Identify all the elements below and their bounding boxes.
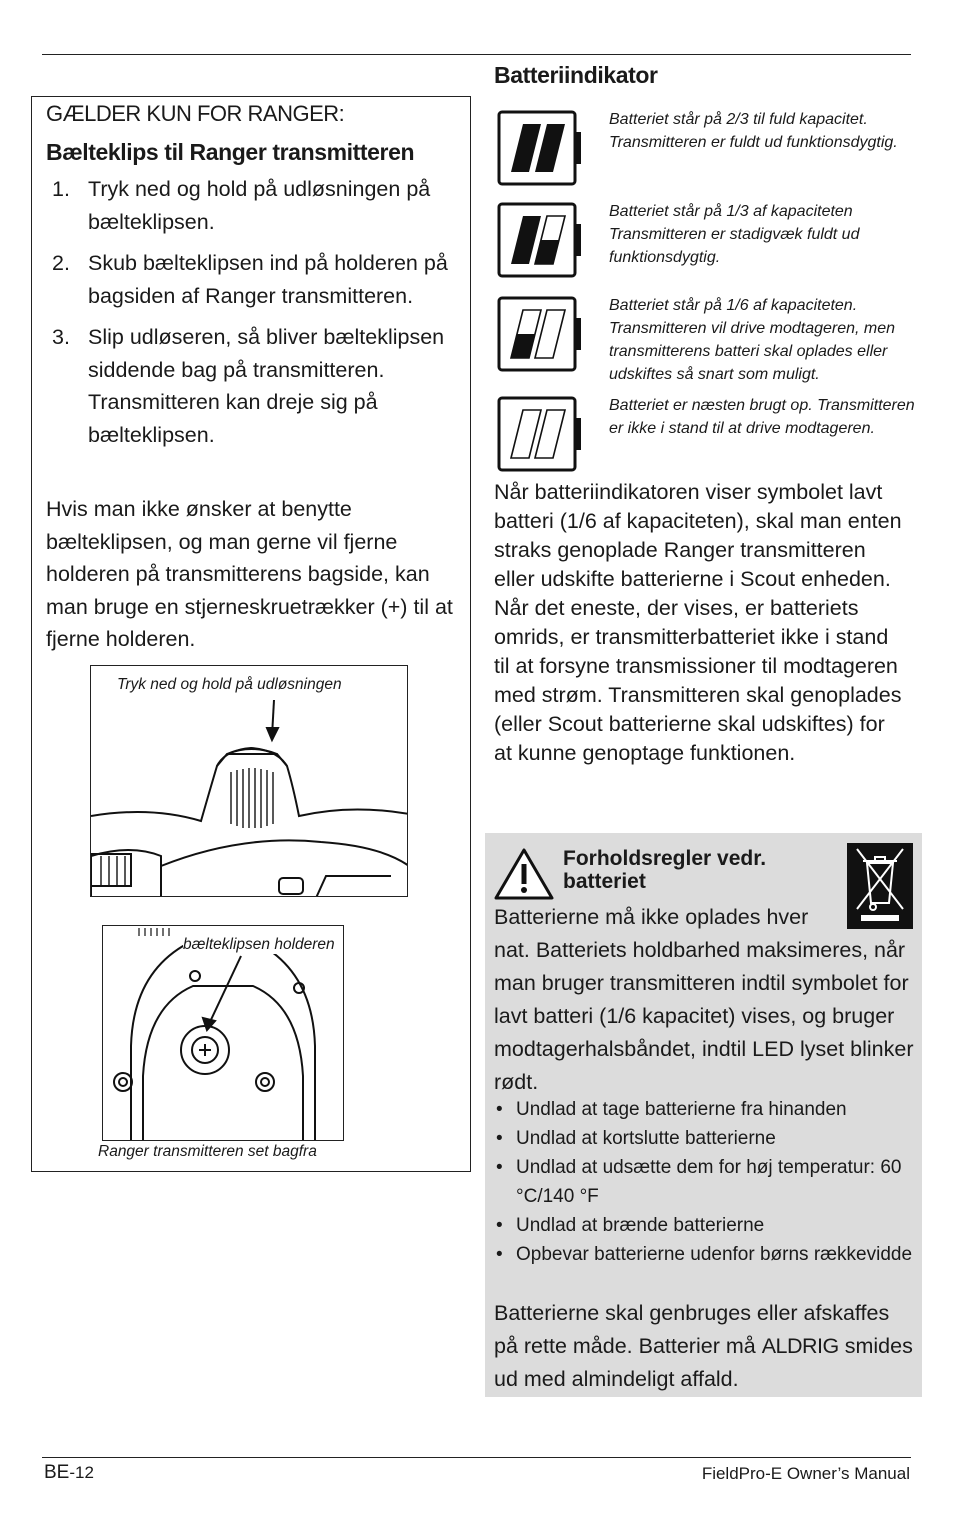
removal-paragraph: Hvis man ikke ønsker at benytte bælteklipsen, og man gerne vil fjerne holderen på transmitterens bagside, kan man bruge en stjerneskruetrækker (+) til at fjerne holderen. <box>46 497 453 651</box>
figure2-caption: Ranger transmitteren set bagfra <box>98 1143 317 1160</box>
list-item: • Undlad at brænde batterierne <box>496 1215 765 1236</box>
top-rule <box>42 54 911 55</box>
battery-two-thirds-text: Batteriet står på 1/3 af kapaciteten Transmitteren er stadigvæk fuldt ud funktionsdygtig. <box>609 203 860 266</box>
battery-one-third-text: Batteriet står på 1/6 af kapaciteten. Transmitteren vil drive modtageren, men transmitterens batteri skal oplades eller udskiftes så snart som muligt. <box>609 297 896 383</box>
caution-bullets <box>494 1095 914 1269</box>
manual-title: FieldPro-E Owner’s Manual <box>701 1464 910 1483</box>
battery-caution-box <box>485 833 922 1397</box>
transmitter-top-drawing <box>91 666 408 897</box>
battery-full-icon <box>497 110 583 186</box>
battery-paragraph: Når batteriindikatoren viser symbolet lavt batteri (1/6 af kapaciteten), skal man enten straks genoplade Ranger transmitteren eller udskifte batterierne i Scout enheden. Når det eneste, der vises, er batteriets omrids, er transmitterbatteriet ikke i stand til at forsyne transmissioner til modtageren med strøm. Transmitteren skal genoplades (eller Scout batterierne skal udskiftes) for at kunne genoptage funktionen. <box>494 480 902 765</box>
list-item: • Undlad at kortslutte batterierne <box>496 1128 776 1149</box>
steps-list <box>52 173 462 460</box>
applies-note: GÆLDER KUN FOR RANGER: <box>46 101 345 126</box>
caution-paragraph-rest: nat. Batteriets holdbarhed maksimeres, når man bruger transmitteren indtil symbolet for lavt batteri (1/6 kapacitet) vises, og bruger modtagerhalsbåndet, indtil LED lyset blinker rødt. <box>494 938 914 1094</box>
figure1-label: Tryk ned og hold på udløsningen <box>117 676 342 693</box>
battery-empty-text: Batteriet er næsten brugt op. Transmitteren er ikke i stand til at drive modtageren. <box>609 397 915 437</box>
never-emphasis: ALDRIG <box>761 1334 839 1358</box>
transmitter-back-figure <box>102 925 344 1141</box>
battery-indicator-heading: Batteriindikator <box>494 62 658 88</box>
warning-icon <box>493 847 555 901</box>
step-item: 1. Tryk ned og hold på udløsningen på bælteklipsen. <box>52 177 431 234</box>
list-item: • Undlad at udsætte dem for høj temperatur: 60 °C/140 °F <box>496 1157 902 1207</box>
section-title: Bælteklips til Ranger transmitteren <box>46 139 415 165</box>
step-item: 2. Skub bælteklipsen ind på holderen på bagsiden af Ranger transmitteren. <box>52 251 448 308</box>
figure2-label: bælteklipsen holderen <box>183 936 335 953</box>
step-item: 3. Slip udløseren, så bliver bælteklipsen siddende bag på transmitteren. Transmitteren kan dreje sig på bælteklipsen. <box>52 325 445 447</box>
list-item: • Opbevar batterierne udenfor børns rækkevidde <box>496 1244 913 1265</box>
battery-empty-icon <box>497 396 583 472</box>
caution-paragraph-first-line: Batterierne må ikke oplades hver <box>494 905 809 929</box>
battery-full-text: Batteriet står på 2/3 til fuld kapacitet. Transmitteren er fuldt ud funktionsdygtig. <box>609 111 898 151</box>
battery-one-third-icon <box>497 296 583 372</box>
belt-clip-section <box>31 96 471 1172</box>
transmitter-back-drawing <box>103 926 344 1141</box>
battery-two-thirds-icon <box>497 202 583 278</box>
page-number: BE-12 <box>44 1462 94 1483</box>
belt-clip-release-figure <box>90 665 408 897</box>
bottom-rule <box>42 1457 911 1458</box>
caution-paragraph <box>494 901 914 1099</box>
caution-title: Forholdsregler vedr. batteriet <box>563 847 767 893</box>
disposal-paragraph: Batterierne skal genbruges eller afskaffes på rette måde. Batterier må ALDRIG smides ud med almindeligt affald. <box>494 1301 913 1391</box>
list-item: • Undlad at tage batterierne fra hinanden <box>496 1099 847 1120</box>
